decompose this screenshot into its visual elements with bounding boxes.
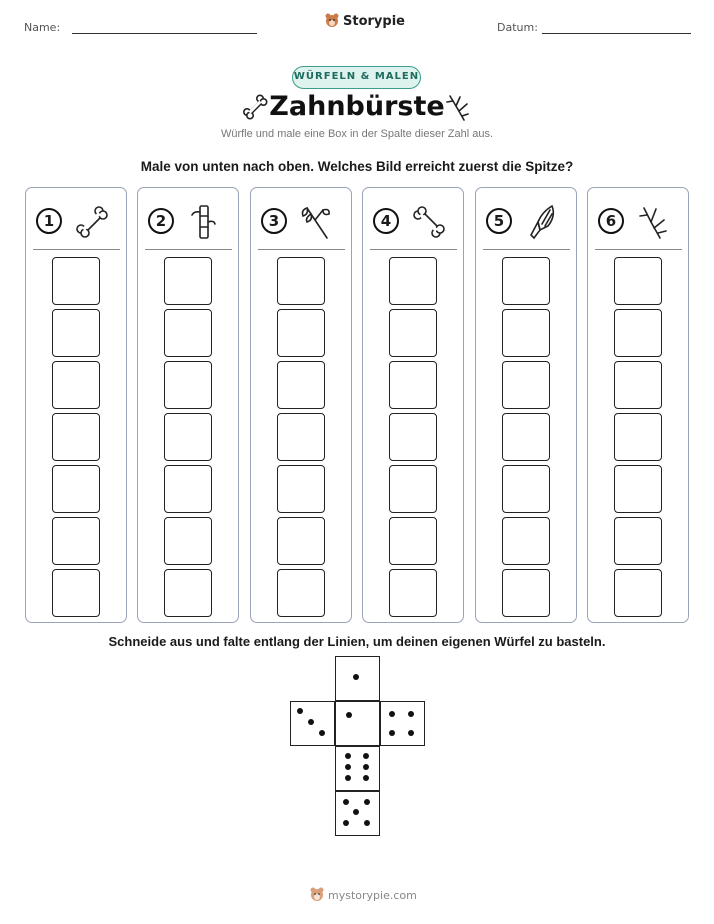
bear-icon — [310, 887, 324, 903]
subtitle: Würfle und male eine Box in der Spalte dieser Zahl aus. — [220, 128, 494, 140]
brand-name: Storypie — [343, 13, 405, 29]
die-pip — [408, 711, 414, 717]
die-face-3 — [290, 701, 335, 746]
die-pip — [319, 730, 325, 736]
column-divider — [33, 249, 120, 250]
color-box[interactable] — [277, 465, 325, 513]
color-box[interactable] — [52, 361, 100, 409]
name-line — [72, 33, 257, 34]
die-pip — [363, 775, 369, 781]
color-box[interactable] — [502, 569, 550, 617]
bamboo-icon — [184, 202, 224, 242]
color-box[interactable] — [52, 465, 100, 513]
column-divider — [483, 249, 570, 250]
color-box[interactable] — [164, 257, 212, 305]
color-box[interactable] — [389, 257, 437, 305]
column-divider — [370, 249, 457, 250]
die-pip — [353, 809, 359, 815]
color-box[interactable] — [614, 361, 662, 409]
color-box[interactable] — [52, 309, 100, 357]
number-circle: 1 — [36, 208, 62, 234]
die-pip — [345, 764, 351, 770]
die-pip — [389, 730, 395, 736]
die-pip — [364, 799, 370, 805]
die-pip — [345, 775, 351, 781]
color-box[interactable] — [614, 309, 662, 357]
column-divider — [145, 249, 232, 250]
brand-logo — [325, 13, 405, 29]
column-divider — [258, 249, 345, 250]
color-box[interactable] — [614, 465, 662, 513]
color-box[interactable] — [277, 569, 325, 617]
color-box[interactable] — [389, 569, 437, 617]
instruction: Male von unten nach oben. Welches Bild erreicht zuerst die Spitze? — [140, 159, 574, 174]
leaf-twig-icon — [297, 202, 337, 242]
die-pip — [408, 730, 414, 736]
die-face-5 — [335, 791, 380, 836]
bear-icon — [325, 13, 339, 29]
color-box[interactable] — [502, 361, 550, 409]
column-2 — [137, 187, 239, 623]
die-pip — [345, 753, 351, 759]
page-title: Zahnbürste — [269, 91, 445, 122]
die-pip — [364, 820, 370, 826]
date-line — [542, 33, 691, 34]
name-label: Name: — [24, 21, 61, 34]
twig-icon — [444, 92, 472, 122]
die-face-1 — [335, 701, 380, 746]
color-box[interactable] — [614, 413, 662, 461]
color-box[interactable] — [389, 517, 437, 565]
footer — [310, 887, 417, 903]
column-1 — [25, 187, 127, 623]
color-box[interactable] — [164, 569, 212, 617]
die-pip — [363, 753, 369, 759]
color-box[interactable] — [502, 413, 550, 461]
die-pip — [353, 674, 359, 680]
color-box[interactable] — [502, 465, 550, 513]
color-box[interactable] — [389, 309, 437, 357]
color-box[interactable] — [614, 569, 662, 617]
color-box[interactable] — [52, 413, 100, 461]
color-box[interactable] — [164, 413, 212, 461]
color-box[interactable] — [277, 413, 325, 461]
color-box[interactable] — [502, 309, 550, 357]
die-face-1 — [335, 656, 380, 701]
date-label: Datum: — [497, 21, 538, 34]
color-box[interactable] — [52, 517, 100, 565]
color-box[interactable] — [164, 465, 212, 513]
color-box[interactable] — [502, 257, 550, 305]
number-circle: 4 — [373, 208, 399, 234]
die-pip — [308, 719, 314, 725]
twig-icon — [634, 202, 674, 242]
die-pip — [346, 712, 352, 718]
color-box[interactable] — [277, 361, 325, 409]
color-box[interactable] — [389, 413, 437, 461]
die-pip — [297, 708, 303, 714]
color-box[interactable] — [164, 309, 212, 357]
number-circle: 6 — [598, 208, 624, 234]
column-divider — [595, 249, 682, 250]
color-box[interactable] — [614, 517, 662, 565]
color-box[interactable] — [502, 517, 550, 565]
die-pip — [343, 799, 349, 805]
number-circle: 5 — [486, 208, 512, 234]
bone-icon — [409, 202, 449, 242]
color-box[interactable] — [164, 361, 212, 409]
column-3 — [250, 187, 352, 623]
die-face-4 — [380, 701, 425, 746]
column-6 — [587, 187, 689, 623]
color-box[interactable] — [277, 257, 325, 305]
color-box[interactable] — [52, 257, 100, 305]
die-pip — [343, 820, 349, 826]
color-box[interactable] — [277, 517, 325, 565]
bone-icon — [72, 202, 112, 242]
color-box[interactable] — [389, 361, 437, 409]
activity-badge: WÜRFELN & MALEN — [292, 66, 421, 89]
color-box[interactable] — [277, 309, 325, 357]
color-box[interactable] — [52, 569, 100, 617]
number-circle: 2 — [148, 208, 174, 234]
brush-head-icon — [522, 202, 562, 242]
column-4 — [362, 187, 464, 623]
die-face-6 — [335, 746, 380, 791]
color-box[interactable] — [164, 517, 212, 565]
number-circle: 3 — [261, 208, 287, 234]
die-pip — [389, 711, 395, 717]
color-box[interactable] — [614, 257, 662, 305]
footer-url[interactable]: mystorypie.com — [328, 888, 417, 902]
cut-instruction: Schneide aus und falte entlang der Linien, um deinen eigenen Würfel zu basteln. — [108, 634, 606, 649]
die-pip — [363, 764, 369, 770]
column-5 — [475, 187, 577, 623]
color-box[interactable] — [389, 465, 437, 513]
